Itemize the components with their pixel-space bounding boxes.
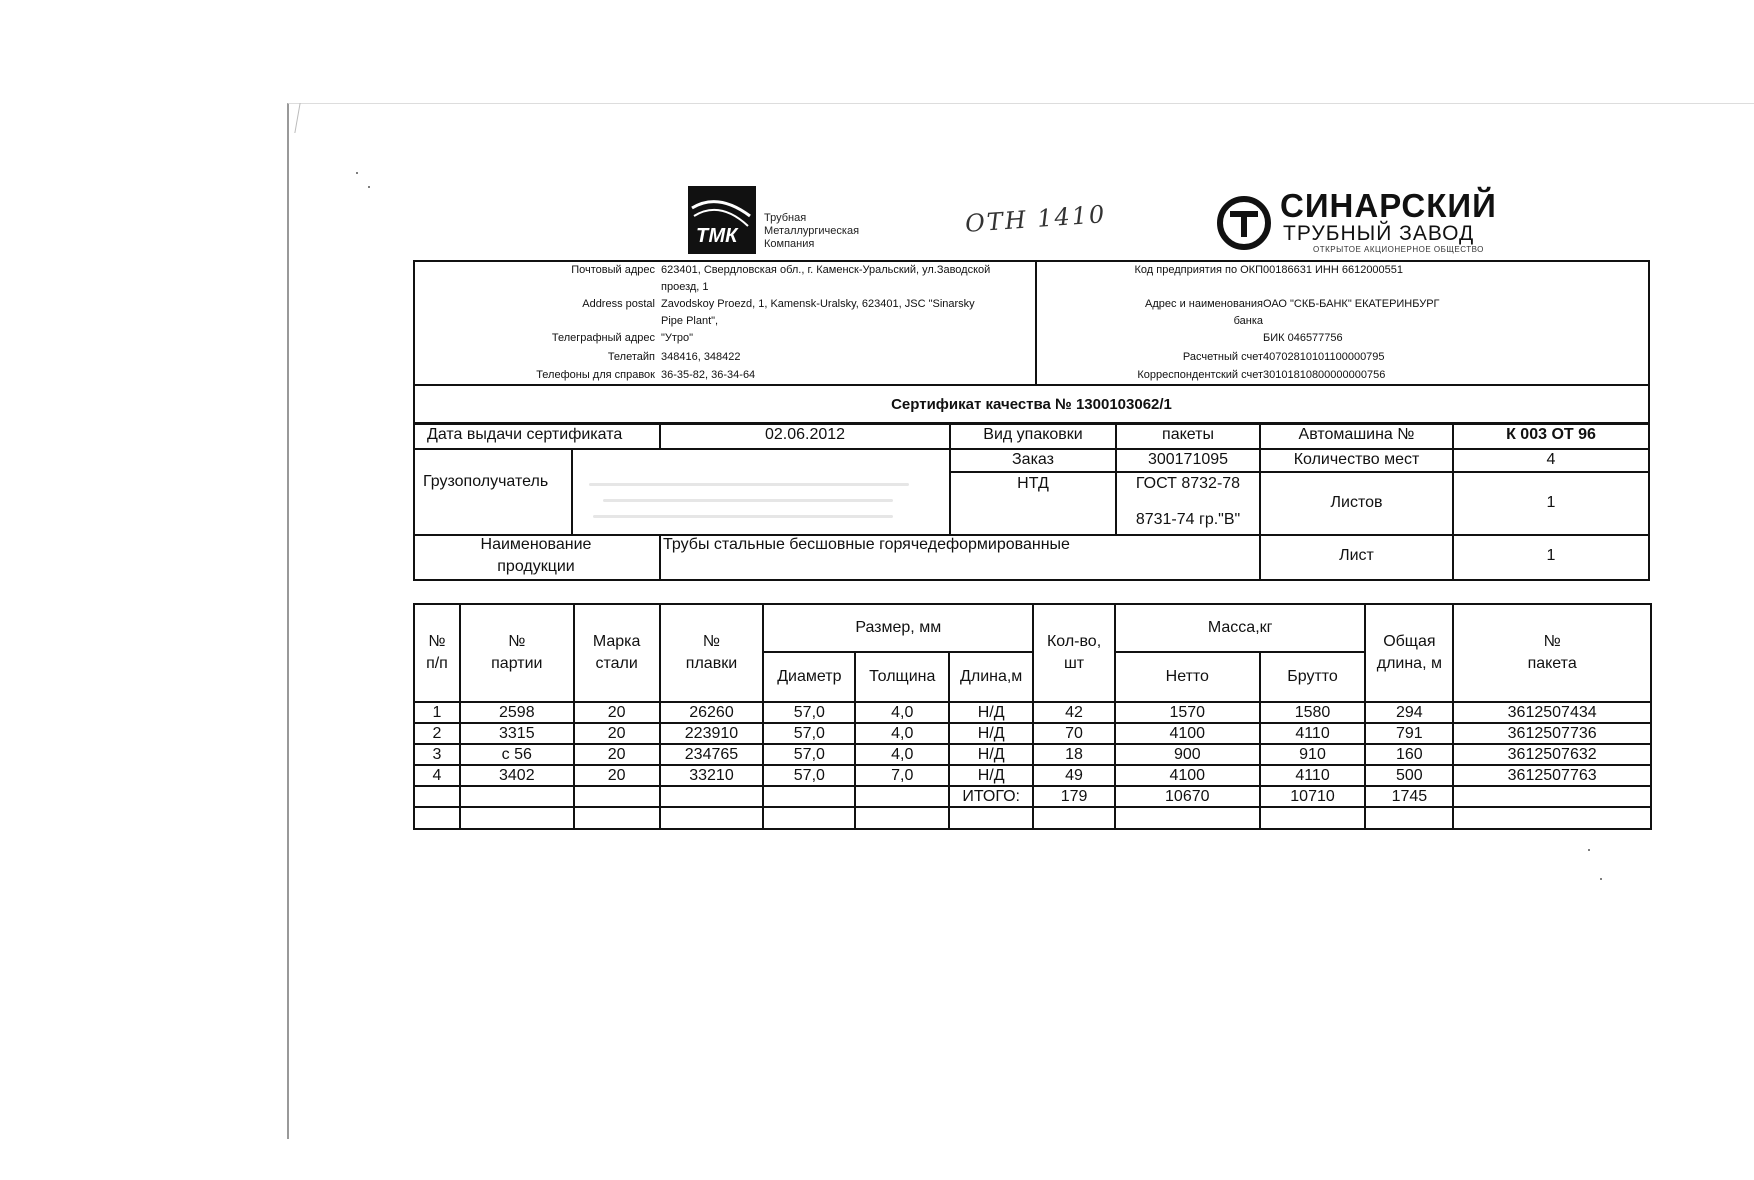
table-row <box>414 765 1651 786</box>
cell-gross: 4110 <box>1260 765 1366 786</box>
truck-label: Автомашина № <box>1298 426 1415 443</box>
cell-total-length: 791 <box>1365 723 1453 744</box>
scan-speck <box>368 186 370 188</box>
cell-thickness: 7,0 <box>855 765 949 786</box>
cell-steel: 20 <box>574 723 660 744</box>
certificate-info-grid <box>413 423 1650 581</box>
contact-block <box>413 260 1650 386</box>
pipe-batches-table <box>413 603 1652 830</box>
grid-line <box>949 471 1650 473</box>
cell-net: 1570 <box>1115 702 1260 723</box>
grid-line <box>413 579 1650 581</box>
col-qty: Кол-во, шт <box>1033 604 1115 702</box>
issue-date: 02.06.2012 <box>764 426 846 443</box>
packaging-value: пакеты <box>1162 426 1214 443</box>
cell-qty: 49 <box>1033 765 1115 786</box>
cell-gross: 1580 <box>1260 702 1366 723</box>
cell-net: 4100 <box>1115 723 1260 744</box>
cell-total-length: 500 <box>1365 765 1453 786</box>
table-header-row <box>414 604 1651 652</box>
teletype-value: 348416, 348422 <box>661 351 741 363</box>
cell-total-length: 160 <box>1365 744 1453 765</box>
phones-label: Телефоны для справок <box>536 369 655 381</box>
cell-heat: 234765 <box>660 744 764 765</box>
total-qty: 179 <box>1033 786 1115 807</box>
tmk-line: Трубная <box>764 212 807 224</box>
tmk-line: Металлургическая <box>764 225 860 237</box>
sheets-label: Листов <box>1330 494 1383 511</box>
total-gross: 10710 <box>1260 786 1366 807</box>
places-value: 4 <box>1546 451 1556 468</box>
cell-qty: 42 <box>1033 702 1115 723</box>
cell-net: 900 <box>1115 744 1260 765</box>
cell-diameter: 57,0 <box>763 702 855 723</box>
bank-value: ОАО "СКБ-БАНК" ЕКАТЕРИНБУРГ <box>1263 298 1440 310</box>
product-label: Наименование <box>480 536 592 553</box>
scan-speck <box>1588 849 1590 851</box>
handwritten-note: ОТН 1410 <box>964 200 1108 238</box>
postal-address-value: 623401, Свердловская обл., г. Каменск-Уральский, ул.Заводской <box>661 264 991 276</box>
grid-line <box>659 534 661 581</box>
plant-name-sub: ТРУБНЫЙ ЗАВОД <box>1283 222 1475 245</box>
cell-steel: 20 <box>574 702 660 723</box>
cell-batch: 2598 <box>460 702 574 723</box>
order-value: 300171095 <box>1147 451 1229 468</box>
cell-diameter: 57,0 <box>763 765 855 786</box>
postal-address-label: Почтовый адрес <box>571 264 655 276</box>
col-length: Длина,м <box>949 652 1033 702</box>
cell-net: 4100 <box>1115 765 1260 786</box>
account-label: Расчетный счет <box>1182 351 1263 363</box>
scan-speck <box>356 172 358 174</box>
issue-date-label: Дата выдачи сертификата <box>427 426 623 443</box>
tmk-abbr: ТМК <box>696 225 738 247</box>
cell-batch: с 56 <box>460 744 574 765</box>
product-name: Трубы стальные бесшовные горячедеформированные <box>663 536 1070 553</box>
postal-address-cont: проезд, 1 <box>661 281 709 293</box>
tmk-line: Компания <box>764 238 815 250</box>
ntd-label: НТД <box>1017 475 1049 492</box>
col-gross: Брутто <box>1260 652 1366 702</box>
bank-label-cont: банка <box>1233 315 1263 327</box>
okp-code-value: 00186631 ИНН 6612000551 <box>1263 264 1404 276</box>
table-row <box>414 723 1651 744</box>
grid-line <box>571 448 573 534</box>
order-label: Заказ <box>1012 451 1054 468</box>
consignee-label: Грузополучатель <box>423 473 549 490</box>
telegraph-label: Телеграфный адрес <box>551 332 655 344</box>
places-label: Количество мест <box>1293 451 1420 468</box>
cell-heat: 33210 <box>660 765 764 786</box>
corr-account-value: 30101810800000000756 <box>1263 369 1386 381</box>
col-heat: № плавки <box>660 604 764 702</box>
cell-n: 1 <box>414 702 460 723</box>
cell-steel: 20 <box>574 744 660 765</box>
cell-qty: 70 <box>1033 723 1115 744</box>
cell-n: 4 <box>414 765 460 786</box>
tmk-company-name <box>764 212 859 251</box>
table-row <box>414 702 1651 723</box>
bank-label: Адрес и наименования <box>1145 298 1263 310</box>
col-size: Размер, мм <box>763 604 1033 652</box>
totals-row <box>414 786 1651 807</box>
totals-label: ИТОГО: <box>949 786 1033 807</box>
col-pack: № пакета <box>1453 604 1651 702</box>
redacted-consignee <box>603 499 893 502</box>
cell-pack: 3612507434 <box>1453 702 1651 723</box>
certificate-title: Сертификат качества № 1300103062/1 <box>413 386 1650 424</box>
cell-thickness: 4,0 <box>855 744 949 765</box>
col-thickness: Толщина <box>855 652 949 702</box>
col-n: № п/п <box>414 604 460 702</box>
sheet-value: 1 <box>1546 547 1556 564</box>
col-steel: Марка стали <box>574 604 660 702</box>
cell-heat: 26260 <box>660 702 764 723</box>
sheets-value: 1 <box>1546 494 1556 511</box>
cell-steel: 20 <box>574 765 660 786</box>
cell-length: Н/Д <box>949 744 1033 765</box>
cell-total-length: 294 <box>1365 702 1453 723</box>
col-mass: Масса,кг <box>1115 604 1365 652</box>
telegraph-value: "Утро" <box>661 332 694 344</box>
packaging-label: Вид упаковки <box>983 426 1083 443</box>
plant-name: СИНАРСКИЙ <box>1280 187 1497 224</box>
cell-length: Н/Д <box>949 702 1033 723</box>
address-postal-value: Zavodskoy Proezd, 1, Kamensk-Uralsky, 623401, JSC "Sinarsky <box>661 298 975 310</box>
truck-value: К 003 ОТ 96 <box>1506 426 1596 443</box>
address-postal-cont: Pipe Plant", <box>661 315 719 327</box>
cell-thickness: 4,0 <box>855 723 949 744</box>
cell-length: Н/Д <box>949 723 1033 744</box>
corr-account-label: Корреспондентский счет <box>1137 369 1263 381</box>
total-length: 1745 <box>1365 786 1453 807</box>
cell-n: 2 <box>414 723 460 744</box>
tmk-logo <box>688 186 756 254</box>
cell-heat: 223910 <box>660 723 764 744</box>
bik-value: БИК 046577756 <box>1263 332 1343 344</box>
cell-pack: 3612507632 <box>1453 744 1651 765</box>
total-net: 10670 <box>1115 786 1260 807</box>
redacted-consignee <box>589 483 909 486</box>
sinarsky-logo-icon <box>1216 195 1272 251</box>
ntd-value-2: 8731-74 гр."В" <box>1135 511 1241 528</box>
grid-line <box>413 448 1650 450</box>
cell-length: Н/Д <box>949 765 1033 786</box>
cell-batch: 3402 <box>460 765 574 786</box>
grid-line <box>1648 423 1650 581</box>
ntd-value-1: ГОСТ 8732-78 <box>1135 475 1241 492</box>
cell-diameter: 57,0 <box>763 744 855 765</box>
address-postal-label: Address postal <box>582 298 655 310</box>
cell-batch: 3315 <box>460 723 574 744</box>
cell-gross: 4110 <box>1260 723 1366 744</box>
cell-pack: 3612507763 <box>1453 765 1651 786</box>
cell-qty: 18 <box>1033 744 1115 765</box>
col-total-length: Общая длина, м <box>1365 604 1453 702</box>
okp-code-label: Код предприятия по ОКП <box>1134 264 1263 276</box>
scan-speck <box>1600 878 1602 880</box>
cell-pack: 3612507736 <box>1453 723 1651 744</box>
teletype-label: Телетайп <box>607 351 655 363</box>
phones-value: 36-35-82, 36-34-64 <box>661 369 756 381</box>
col-batch: № партии <box>460 604 574 702</box>
empty-row <box>414 807 1651 829</box>
table-row <box>414 744 1651 765</box>
col-net: Нетто <box>1115 652 1260 702</box>
plant-subtitle: ОТКРЫТОЕ АКЦИОНЕРНОЕ ОБЩЕСТВО <box>1313 245 1484 254</box>
product-label-cont: продукции <box>497 558 575 575</box>
redacted-consignee <box>593 515 893 518</box>
cell-diameter: 57,0 <box>763 723 855 744</box>
cell-thickness: 4,0 <box>855 702 949 723</box>
col-diameter: Диаметр <box>763 652 855 702</box>
account-value: 40702810101100000795 <box>1263 351 1385 363</box>
sheet-label: Лист <box>1339 547 1374 564</box>
cell-gross: 910 <box>1260 744 1366 765</box>
grid-line <box>413 423 1650 425</box>
cell-n: 3 <box>414 744 460 765</box>
